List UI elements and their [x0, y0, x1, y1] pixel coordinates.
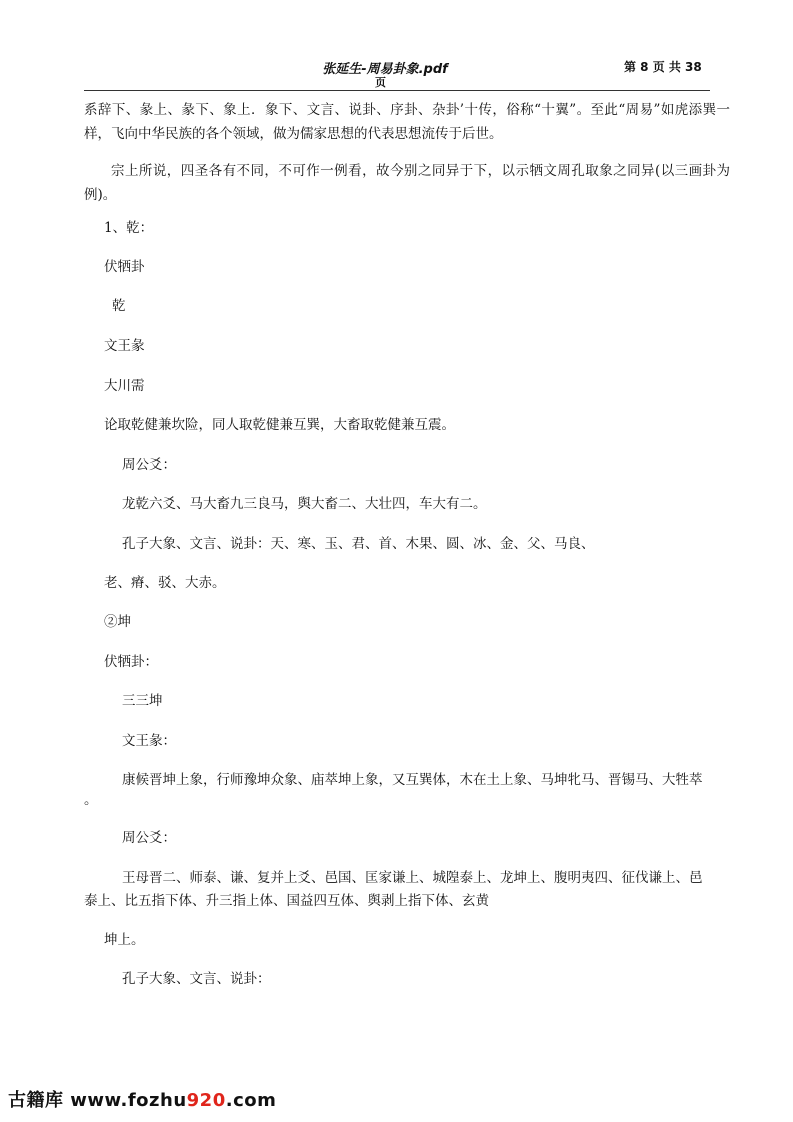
section-heading-qian: 1、乾：	[104, 220, 154, 236]
header-divider	[84, 90, 710, 91]
logo-suffix: .com	[225, 1090, 277, 1111]
text-fuxi-gua-2: 伏牺卦：	[104, 654, 158, 670]
text-lao: 老、瘠、驳、大赤。	[104, 575, 226, 591]
text-kongzi-daxiang-2: 孔子大象、文言、说卦：	[122, 971, 271, 987]
page-indicator: 第 8 页 共 38	[624, 60, 702, 74]
paragraph-intro: 系辞下、彖上、彖下、象上．象下、文言、说卦、序卦、杂卦’十传，俗称“十翼”。至此“周易”如虎添巽一样，飞向中华民族的各个领域，做为儒家思想的代表思想流传于后世。	[84, 102, 730, 142]
logo-prefix: 古籍库 www.fozhu	[8, 1090, 187, 1111]
text-kun-shang: 坤上。	[104, 932, 145, 948]
text-long: 龙乾六爻、马大畜九三良马，舆大畜二、大壮四，车大有二。	[122, 496, 487, 512]
text-zhougong-yao-2: 周公爻：	[122, 830, 176, 846]
logo-red-number: 920	[186, 1090, 226, 1111]
text-wenwang-tuan-2: 文王彖：	[122, 733, 176, 749]
text-lun: 论取乾健兼坎险，同人取乾健兼互巽，大畜取乾健兼互震。	[104, 417, 455, 433]
text-kanghou-end: 。	[84, 792, 98, 808]
section-heading-kun: ②坤	[104, 614, 131, 630]
paragraph-summary: 宗上所说，四圣各有不同，不可作一例看，故今别之同异于下，以示牺文周孔取象之同异(以三画卦为例)。	[84, 163, 730, 203]
text-fuxi-gua: 伏牺卦	[104, 259, 145, 275]
page-indicator-wrap: 页	[375, 76, 386, 89]
text-wangmu: 王母晋二、师泰、谦、复并上爻、邑国、匡家谦上、城隍泰上、龙坤上、腹明夷四、征伐谦上、邑	[122, 870, 703, 886]
site-watermark-logo	[8, 1086, 276, 1112]
document-title: 张延生-周易卦象.pdf	[322, 62, 448, 77]
text-dachuan-xu: 大川需	[104, 378, 145, 394]
text-sansan-kun: 三三坤	[122, 693, 163, 709]
text-wangmu-cont: 泰上、比五指下体、升三指上体、国益四互体、舆剥上指下体、玄黄	[84, 893, 489, 909]
text-wenwang-tuan: 文王彖	[104, 338, 145, 354]
text-zhougong-yao: 周公爻：	[122, 457, 176, 473]
text-qian: 乾	[112, 298, 126, 314]
text-kongzi-daxiang: 孔子大象、文言、说卦：天、寒、玉、君、首、木果、圆、冰、金、父、马良、	[122, 536, 595, 552]
text-kanghou: 康候晋坤上象，行师豫坤众象、庙萃坤上象，又互巽体，木在土上象、马坤牝马、晋锡马、大牲萃	[122, 772, 703, 788]
